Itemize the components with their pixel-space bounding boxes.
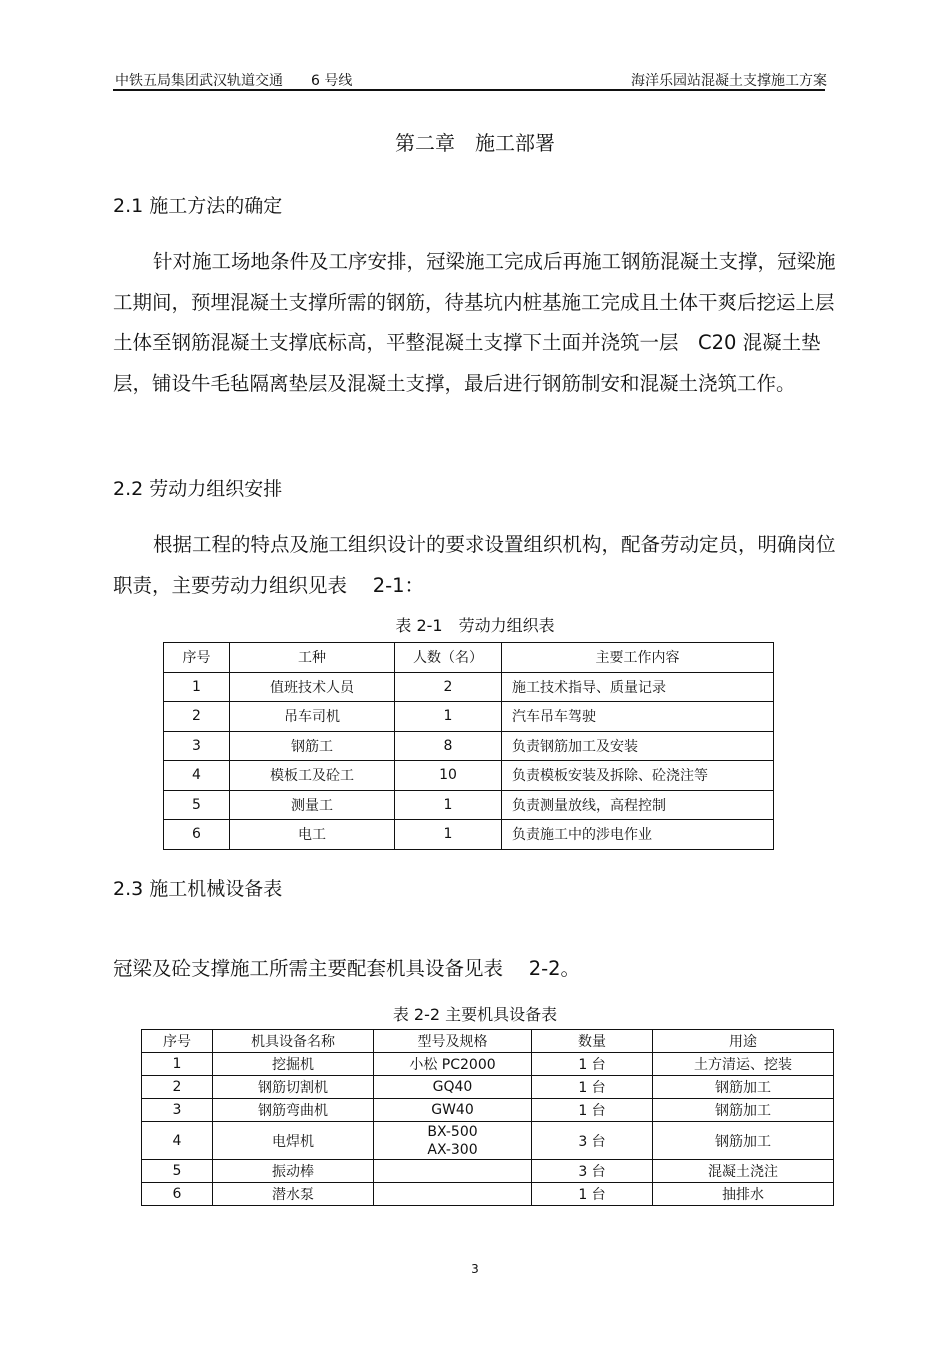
table-cell: 吊车司机 xyxy=(230,702,395,732)
table-cell: GW40 xyxy=(374,1099,532,1122)
table-cell: 1 台 xyxy=(532,1183,653,1206)
table-cell: 1 xyxy=(164,672,230,702)
model-line: BX-500 xyxy=(427,1123,478,1140)
table-2-2-caption: 表 2-2 主要机具设备表 xyxy=(392,1005,558,1024)
table-row xyxy=(142,1122,834,1160)
table-cell: 钢筋加工 xyxy=(653,1076,834,1099)
col-header: 用途 xyxy=(653,1030,834,1053)
table-cell: 5 xyxy=(164,790,230,820)
table-cell: 抽排水 xyxy=(653,1183,834,1206)
header-rule xyxy=(113,89,825,91)
table-cell: 振动棒 xyxy=(213,1160,374,1183)
labor-table xyxy=(163,642,774,850)
table-cell: 钢筋切割机 xyxy=(213,1076,374,1099)
table-cell xyxy=(374,1160,532,1183)
table-row xyxy=(164,820,774,850)
table-cell xyxy=(374,1183,532,1206)
table-cell: 电工 xyxy=(230,820,395,850)
header-right: 海洋乐园站混凝土支撑施工方案 xyxy=(631,73,827,89)
section-2-2-paragraph: 根据工程的特点及施工组织设计的要求设置组织机构，配备劳动定员，明确岗位职责，主要劳动力组织见表 2-1： xyxy=(113,533,836,597)
section-2-3-paragraph: 冠梁及砼支撑施工所需主要配套机具设备见表 2-2。 xyxy=(113,957,581,980)
table-cell: 1 台 xyxy=(532,1099,653,1122)
table-cell: 3 台 xyxy=(532,1122,653,1160)
table-cell: 10 xyxy=(395,761,502,791)
col-header: 人数（名） xyxy=(395,643,502,673)
section-2-3-title: 2.3 施工机械设备表 xyxy=(113,878,283,900)
table-cell: GQ40 xyxy=(374,1076,532,1099)
col-header: 数量 xyxy=(532,1030,653,1053)
col-header: 机具设备名称 xyxy=(213,1030,374,1053)
table-row xyxy=(164,702,774,732)
table-cell: 钢筋加工 xyxy=(653,1099,834,1122)
table-cell: 电焊机 xyxy=(213,1122,374,1160)
table-cell: 1 台 xyxy=(532,1053,653,1076)
model-line: AX-300 xyxy=(427,1141,478,1158)
table-cell: 2 xyxy=(395,672,502,702)
table-cell: 4 xyxy=(142,1122,213,1160)
chapter-title: 第二章 施工部署 xyxy=(395,131,555,155)
col-header: 型号及规格 xyxy=(374,1030,532,1053)
model-cell xyxy=(374,1122,532,1160)
table-row xyxy=(142,1160,834,1183)
equipment-table xyxy=(141,1029,834,1206)
table-cell: 2 xyxy=(164,702,230,732)
table-row xyxy=(164,672,774,702)
table-cell: 钢筋加工 xyxy=(653,1122,834,1160)
table-cell: 3 xyxy=(164,731,230,761)
table-cell: 钢筋弯曲机 xyxy=(213,1099,374,1122)
header-left: 中铁五局集团武汉轨道交通 6 号线 xyxy=(115,73,353,89)
col-header: 主要工作内容 xyxy=(502,643,774,673)
table-cell: 1 xyxy=(395,790,502,820)
table-cell: 土方清运、挖装 xyxy=(653,1053,834,1076)
table-row xyxy=(164,790,774,820)
table-cell: 潜水泵 xyxy=(213,1183,374,1206)
table-cell: 3 xyxy=(142,1099,213,1122)
table-cell: 施工技术指导、质量记录 xyxy=(502,672,774,702)
col-header: 序号 xyxy=(142,1030,213,1053)
table-row xyxy=(142,1183,834,1206)
table-cell: 负责模板安装及拆除、砼浇注等 xyxy=(502,761,774,791)
table-cell: 1 xyxy=(395,820,502,850)
page-number: 3 xyxy=(471,1262,479,1276)
table-cell: 负责施工中的涉电作业 xyxy=(502,820,774,850)
table-cell: 8 xyxy=(395,731,502,761)
table-cell: 1 台 xyxy=(532,1076,653,1099)
table-cell: 模板工及砼工 xyxy=(230,761,395,791)
table-2-1-caption: 表 2-1 劳动力组织表 xyxy=(395,616,555,635)
table-cell: 测量工 xyxy=(230,790,395,820)
table-cell: 挖掘机 xyxy=(213,1053,374,1076)
table-cell: 3 台 xyxy=(532,1160,653,1183)
table-cell: 6 xyxy=(164,820,230,850)
table-cell: 1 xyxy=(142,1053,213,1076)
table-cell: 1 xyxy=(395,702,502,732)
table-cell: 汽车吊车驾驶 xyxy=(502,702,774,732)
section-2-1-paragraph: 针对施工场地条件及工序安排，冠梁施工完成后再施工钢筋混凝土支撑，冠梁施工期间，预埋混凝土支撑所需的钢筋，待基坑内桩基施工完成且土体干爽后挖运上层土体至钢筋混凝土支撑底标高，平整混凝土支撑下土面并浇筑一层 C20 混凝土垫层，铺设牛毛毡隔离垫层及混凝土支撑，最后进行钢筋制安和混凝土浇筑工作。 xyxy=(113,250,836,395)
table-cell: 值班技术人员 xyxy=(230,672,395,702)
table-cell: 2 xyxy=(142,1076,213,1099)
table-cell: 6 xyxy=(142,1183,213,1206)
table-cell: 5 xyxy=(142,1160,213,1183)
table-cell: 混凝土浇注 xyxy=(653,1160,834,1183)
table-cell: 4 xyxy=(164,761,230,791)
table-header-row xyxy=(142,1030,834,1053)
section-2-2-title: 2.2 劳动力组织安排 xyxy=(113,478,283,500)
table-row xyxy=(142,1076,834,1099)
table-cell: 负责钢筋加工及安装 xyxy=(502,731,774,761)
table-row xyxy=(164,731,774,761)
table-row xyxy=(142,1099,834,1122)
table-header-row xyxy=(164,643,774,673)
table-cell: 负责测量放线，高程控制 xyxy=(502,790,774,820)
table-row xyxy=(164,761,774,791)
table-row xyxy=(142,1053,834,1076)
col-header: 序号 xyxy=(164,643,230,673)
table-cell: 小松 PC2000 xyxy=(374,1053,532,1076)
table-cell: 钢筋工 xyxy=(230,731,395,761)
section-2-1-title: 2.1 施工方法的确定 xyxy=(113,195,283,217)
col-header: 工种 xyxy=(230,643,395,673)
